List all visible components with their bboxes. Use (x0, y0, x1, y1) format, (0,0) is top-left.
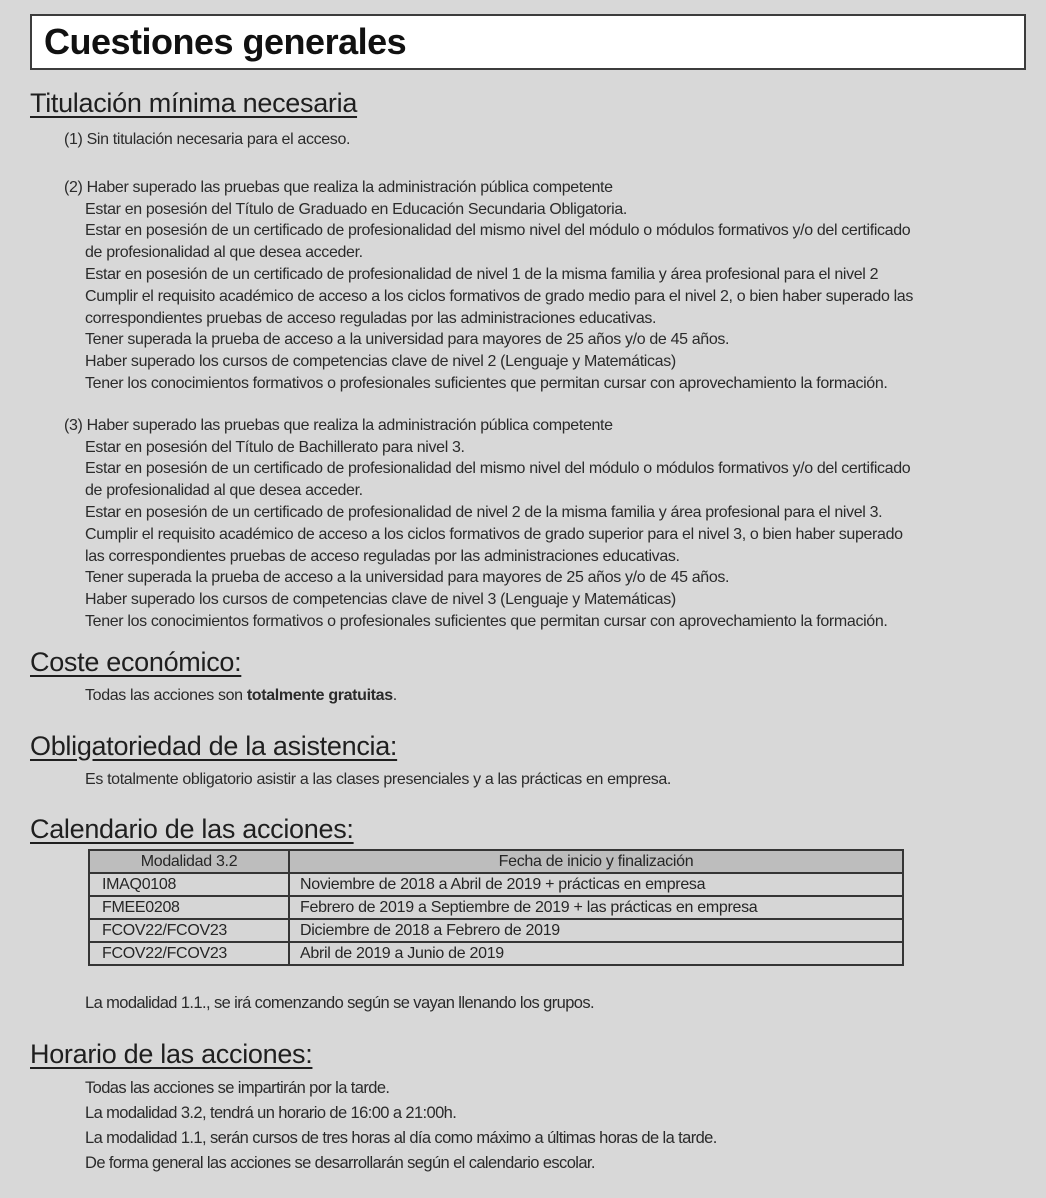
heading-titulacion-minima: Titulación mínima necesaria (30, 88, 358, 118)
table-cell-modalidad: IMAQ0108 (89, 873, 289, 896)
table-row (89, 896, 903, 919)
titulacion-item-3-line: Cumplir el requisito académico de acceso a los ciclos formativos de grado superior para el nivel 3, o bien haber superado (85, 525, 903, 543)
table-cell-fecha: Febrero de 2019 a Septiembre de 2019 + las prácticas en empresa (289, 896, 903, 919)
heading-obligatoriedad-asistencia: Obligatoriedad de la asistencia: (30, 730, 398, 761)
table-cell-fecha: Diciembre de 2018 a Febrero de 2019 (289, 919, 903, 942)
horario-line: La modalidad 1.1, serán cursos de tres horas al día como máximo a últimas horas de la tarde. (85, 1129, 717, 1148)
table-row (89, 919, 903, 942)
titulacion-item-3-line: de profesionalidad al que desea acceder. (85, 482, 363, 500)
titulacion-item-2-line: Haber superado los cursos de competencias clave de nivel 2 (Lenguaje y Matemáticas) (85, 353, 676, 371)
heading-coste-economico: Coste económico: (30, 646, 242, 677)
document-title-box (30, 14, 1026, 70)
titulacion-item-2-line: Estar en posesión de un certificado de profesionalidad de nivel 1 de la misma familia y área profesional para el nivel 2 (85, 265, 879, 283)
table-row (89, 942, 903, 965)
heading-calendario-acciones: Calendario de las acciones: (30, 814, 354, 845)
titulacion-item-2-line: Cumplir el requisito académico de acceso a los ciclos formativos de grado medio para el nivel 2, o bien haber superado las (85, 287, 913, 305)
horario-line: Todas las acciones se impartirán por la tarde. (85, 1079, 390, 1098)
titulacion-item-1: (1) Sin titulación necesaria para el acceso. (64, 131, 351, 148)
coste-text (85, 685, 1046, 707)
heading-horario-acciones: Horario de las acciones: (30, 1039, 313, 1070)
titulacion-item-3-line: Estar en posesión del Título de Bachillerato para nivel 3. (85, 438, 465, 456)
titulacion-item-3-line: Tener los conocimientos formativos o profesionales suficientes que permitan cursar con aprovechamiento la formación. (85, 612, 888, 630)
titulacion-item-2 (0, 177, 1046, 395)
titulacion-item-2-intro: (2) Haber superado las pruebas que realiza la administración pública competente (64, 178, 613, 196)
obligatoriedad-text: Es totalmente obligatorio asistir a las clases presenciales y a las prácticas en empresa. (85, 770, 672, 788)
horario-line: La modalidad 3.2, tendrá un horario de 16:00 a 21:00h. (85, 1104, 457, 1123)
document-title: Cuestiones generales (44, 21, 407, 62)
table-cell-modalidad: FCOV22/FCOV23 (89, 919, 289, 942)
table-row (89, 873, 903, 896)
titulacion-item-3-line: Estar en posesión de un certificado de profesionalidad de nivel 2 de la misma familia y área profesional para el nivel 3. (85, 503, 883, 521)
calendario-note: La modalidad 1.1., se irá comenzando según se vayan llenando los grupos. (85, 994, 594, 1013)
titulacion-item-2-line: Estar en posesión del Título de Graduado en Educación Secundaria Obligatoria. (85, 200, 628, 218)
calendario-table-header-fecha: Fecha de inicio y finalización (289, 850, 903, 873)
titulacion-item-2-line: Estar en posesión de un certificado de profesionalidad del mismo nivel del módulo o módulos formativos y/o del certificado (85, 222, 911, 240)
titulacion-item-2-line: de profesionalidad al que desea acceder. (85, 244, 363, 262)
titulacion-item-3-line: Haber superado los cursos de competencias clave de nivel 3 (Lenguaje y Matemáticas) (85, 591, 676, 609)
table-cell-fecha: Noviembre de 2018 a Abril de 2019 + prácticas en empresa (289, 873, 903, 896)
horario-lines (0, 1076, 1046, 1176)
titulacion-item-3 (0, 415, 1046, 633)
titulacion-item-3-line: Tener superada la prueba de acceso a la universidad para mayores de 25 años y/o de 45 años. (85, 569, 730, 587)
titulacion-item-2-line: Tener los conocimientos formativos o profesionales suficientes que permitan cursar con aprovechamiento la formación. (85, 374, 888, 392)
horario-line: De forma general las acciones se desarrollarán según el calendario escolar. (85, 1154, 595, 1173)
titulacion-item-3-line: las correspondientes pruebas de acceso reguladas por las administraciones educativas. (85, 547, 680, 565)
titulacion-item-2-line: Tener superada la prueba de acceso a la universidad para mayores de 25 años y/o de 45 años. (85, 331, 730, 349)
calendario-table-header-modalidad: Modalidad 3.2 (89, 850, 289, 873)
coste-text-suffix: . (392, 686, 397, 704)
table-cell-modalidad: FCOV22/FCOV23 (89, 942, 289, 965)
coste-text-bold: totalmente gratuitas (246, 686, 393, 704)
coste-text-prefix: Todas las acciones son (85, 686, 247, 704)
calendario-table (88, 849, 904, 966)
table-cell-fecha: Abril de 2019 a Junio de 2019 (289, 942, 903, 965)
titulacion-item-3-line: Estar en posesión de un certificado de profesionalidad del mismo nivel del módulo o módulos formativos y/o del certificado (85, 460, 911, 478)
calendario-table-header-row (89, 850, 903, 873)
table-cell-modalidad: FMEE0208 (89, 896, 289, 919)
titulacion-item-2-line: correspondientes pruebas de acceso reguladas por las administraciones educativas. (85, 309, 657, 327)
titulacion-item-3-intro: (3) Haber superado las pruebas que realiza la administración pública competente (64, 416, 613, 434)
